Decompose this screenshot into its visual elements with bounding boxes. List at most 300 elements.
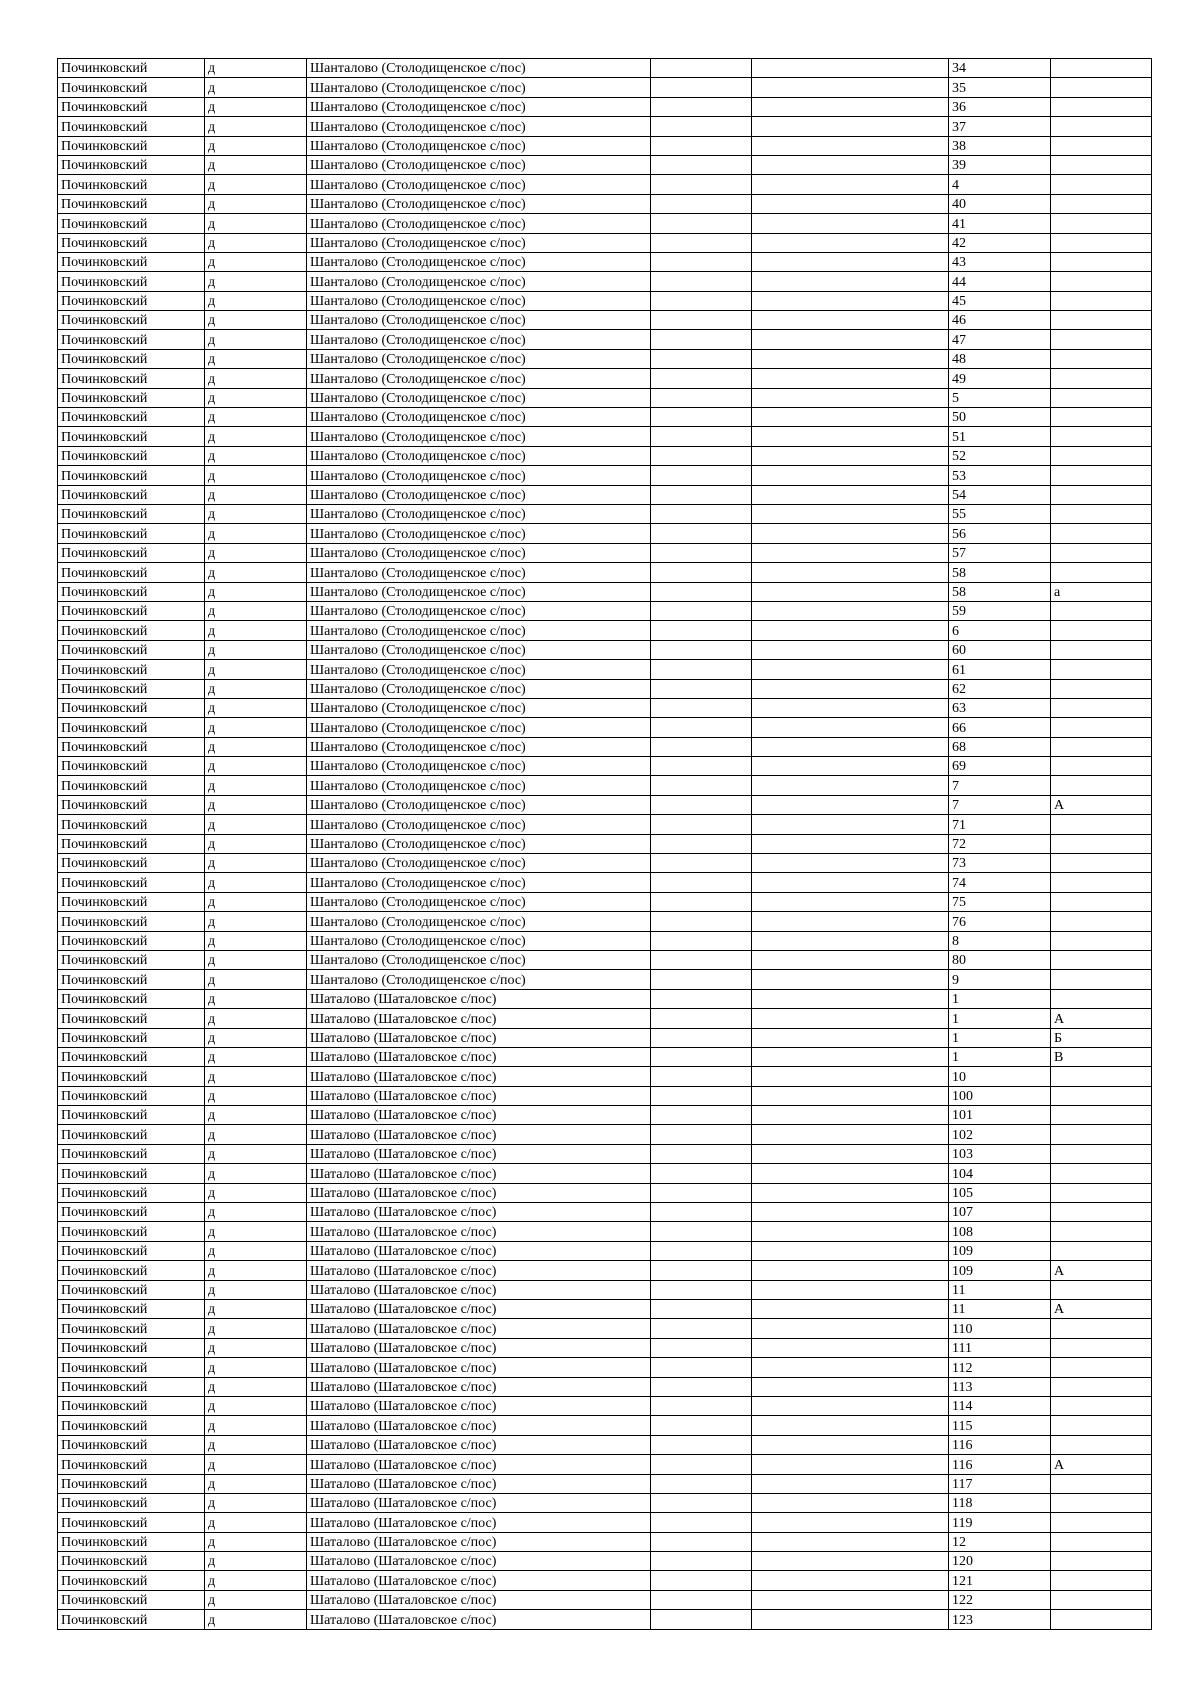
street-type-cell	[651, 1280, 752, 1299]
street-name-cell	[752, 1086, 949, 1105]
table-row	[58, 1203, 1152, 1222]
table-row	[58, 272, 1152, 291]
table-row	[58, 1513, 1152, 1532]
settlement-name-cell: Шаталово (Шаталовское с/пос)	[307, 1028, 651, 1047]
settlement-type-cell: д	[205, 117, 307, 136]
building-letter-cell	[1051, 252, 1152, 271]
street-type-cell	[651, 1455, 752, 1474]
settlement-name-cell: Шанталово (Столодищенское с/пос)	[307, 214, 651, 233]
settlement-name-cell: Шанталово (Столодищенское с/пос)	[307, 912, 651, 931]
district-cell: Починковский	[58, 776, 205, 795]
street-type-cell	[651, 737, 752, 756]
building-letter-cell	[1051, 136, 1152, 155]
street-name-cell	[752, 1106, 949, 1125]
settlement-type-cell: д	[205, 1571, 307, 1590]
district-cell: Починковский	[58, 815, 205, 834]
house-number-cell: 11	[949, 1300, 1051, 1319]
house-number-cell: 35	[949, 78, 1051, 97]
street-type-cell	[651, 873, 752, 892]
building-letter-cell	[1051, 1513, 1152, 1532]
table-row	[58, 543, 1152, 562]
table-row	[58, 698, 1152, 717]
building-letter-cell	[1051, 97, 1152, 116]
street-type-cell	[651, 1377, 752, 1396]
building-letter-cell	[1051, 1532, 1152, 1551]
house-number-cell: 116	[949, 1435, 1051, 1454]
table-row	[58, 1047, 1152, 1066]
building-letter-cell	[1051, 931, 1152, 950]
building-letter-cell	[1051, 1590, 1152, 1609]
street-type-cell	[651, 543, 752, 562]
house-number-cell: 100	[949, 1086, 1051, 1105]
street-type-cell	[651, 78, 752, 97]
table-row	[58, 117, 1152, 136]
district-cell: Починковский	[58, 582, 205, 601]
settlement-name-cell: Шанталово (Столодищенское с/пос)	[307, 950, 651, 969]
settlement-type-cell: д	[205, 272, 307, 291]
table-row	[58, 446, 1152, 465]
street-name-cell	[752, 291, 949, 310]
table-row	[58, 1552, 1152, 1571]
table-row	[58, 892, 1152, 911]
street-type-cell	[651, 970, 752, 989]
settlement-name-cell: Шаталово (Шаталовское с/пос)	[307, 989, 651, 1008]
district-cell: Починковский	[58, 291, 205, 310]
table-row	[58, 1222, 1152, 1241]
settlement-name-cell: Шанталово (Столодищенское с/пос)	[307, 718, 651, 737]
house-number-cell: 117	[949, 1474, 1051, 1493]
settlement-name-cell: Шаталово (Шаталовское с/пос)	[307, 1416, 651, 1435]
building-letter-cell	[1051, 679, 1152, 698]
street-type-cell	[651, 446, 752, 465]
street-name-cell	[752, 1028, 949, 1047]
house-number-cell: 71	[949, 815, 1051, 834]
street-type-cell	[651, 485, 752, 504]
house-number-cell: 4	[949, 175, 1051, 194]
building-letter-cell	[1051, 1144, 1152, 1163]
table-row	[58, 1067, 1152, 1086]
street-type-cell	[651, 698, 752, 717]
street-name-cell	[752, 1203, 949, 1222]
table-row	[58, 1280, 1152, 1299]
settlement-name-cell: Шанталово (Столодищенское с/пос)	[307, 311, 651, 330]
building-letter-cell	[1051, 640, 1152, 659]
street-name-cell	[752, 1493, 949, 1512]
building-letter-cell	[1051, 291, 1152, 310]
street-name-cell	[752, 1047, 949, 1066]
building-letter-cell	[1051, 563, 1152, 582]
settlement-name-cell: Шаталово (Шаталовское с/пос)	[307, 1513, 651, 1532]
house-number-cell: 73	[949, 854, 1051, 873]
street-name-cell	[752, 59, 949, 78]
district-cell: Починковский	[58, 718, 205, 737]
district-cell: Починковский	[58, 1396, 205, 1415]
building-letter-cell	[1051, 660, 1152, 679]
settlement-name-cell: Шанталово (Столодищенское с/пос)	[307, 194, 651, 213]
table-row	[58, 834, 1152, 853]
street-type-cell	[651, 1183, 752, 1202]
settlement-type-cell: д	[205, 698, 307, 717]
building-letter-cell	[1051, 1396, 1152, 1415]
settlement-type-cell: д	[205, 175, 307, 194]
house-number-cell: 42	[949, 233, 1051, 252]
street-type-cell	[651, 718, 752, 737]
street-name-cell	[752, 388, 949, 407]
district-cell: Починковский	[58, 1261, 205, 1280]
street-type-cell	[651, 1590, 752, 1609]
settlement-type-cell: д	[205, 78, 307, 97]
settlement-type-cell: д	[205, 679, 307, 698]
table-row	[58, 1028, 1152, 1047]
house-number-cell: 49	[949, 369, 1051, 388]
building-letter-cell	[1051, 194, 1152, 213]
table-row	[58, 776, 1152, 795]
settlement-name-cell: Шаталово (Шаталовское с/пос)	[307, 1067, 651, 1086]
house-number-cell: 120	[949, 1552, 1051, 1571]
street-name-cell	[752, 427, 949, 446]
street-type-cell	[651, 1493, 752, 1512]
district-cell: Починковский	[58, 1280, 205, 1299]
house-number-cell: 51	[949, 427, 1051, 446]
street-name-cell	[752, 776, 949, 795]
table-row	[58, 640, 1152, 659]
table-row	[58, 233, 1152, 252]
street-name-cell	[752, 989, 949, 1008]
street-name-cell	[752, 640, 949, 659]
district-cell: Починковский	[58, 1571, 205, 1590]
street-type-cell	[651, 97, 752, 116]
table-row	[58, 1125, 1152, 1144]
district-cell: Починковский	[58, 388, 205, 407]
building-letter-cell	[1051, 504, 1152, 523]
house-number-cell: 119	[949, 1513, 1051, 1532]
district-cell: Починковский	[58, 1338, 205, 1357]
table-row	[58, 1474, 1152, 1493]
table-row	[58, 252, 1152, 271]
settlement-name-cell: Шаталово (Шаталовское с/пос)	[307, 1571, 651, 1590]
table-row	[58, 330, 1152, 349]
settlement-type-cell: д	[205, 795, 307, 814]
house-number-cell: 8	[949, 931, 1051, 950]
building-letter-cell: А	[1051, 795, 1152, 814]
district-cell: Починковский	[58, 640, 205, 659]
settlement-name-cell: Шанталово (Столодищенское с/пос)	[307, 117, 651, 136]
settlement-type-cell: д	[205, 1222, 307, 1241]
settlement-name-cell: Шанталово (Столодищенское с/пос)	[307, 466, 651, 485]
district-cell: Починковский	[58, 485, 205, 504]
district-cell: Починковский	[58, 1493, 205, 1512]
street-name-cell	[752, 446, 949, 465]
street-name-cell	[752, 950, 949, 969]
settlement-type-cell: д	[205, 1028, 307, 1047]
settlement-type-cell: д	[205, 1280, 307, 1299]
district-cell: Починковский	[58, 311, 205, 330]
street-name-cell	[752, 912, 949, 931]
settlement-name-cell: Шаталово (Шаталовское с/пос)	[307, 1358, 651, 1377]
table-row	[58, 175, 1152, 194]
settlement-name-cell: Шаталово (Шаталовское с/пос)	[307, 1106, 651, 1125]
building-letter-cell	[1051, 117, 1152, 136]
street-type-cell	[651, 834, 752, 853]
street-type-cell	[651, 679, 752, 698]
settlement-type-cell: д	[205, 543, 307, 562]
street-name-cell	[752, 795, 949, 814]
house-number-cell: 58	[949, 582, 1051, 601]
house-number-cell: 6	[949, 621, 1051, 640]
settlement-name-cell: Шанталово (Столодищенское с/пос)	[307, 485, 651, 504]
district-cell: Починковский	[58, 1474, 205, 1493]
building-letter-cell	[1051, 175, 1152, 194]
street-type-cell	[651, 504, 752, 523]
street-type-cell	[651, 311, 752, 330]
table-row	[58, 854, 1152, 873]
street-name-cell	[752, 1435, 949, 1454]
house-number-cell: 48	[949, 349, 1051, 368]
settlement-type-cell: д	[205, 1377, 307, 1396]
street-name-cell	[752, 1222, 949, 1241]
house-number-cell: 121	[949, 1571, 1051, 1590]
settlement-name-cell: Шанталово (Столодищенское с/пос)	[307, 834, 651, 853]
street-name-cell	[752, 1377, 949, 1396]
district-cell: Починковский	[58, 679, 205, 698]
building-letter-cell	[1051, 59, 1152, 78]
settlement-type-cell: д	[205, 1552, 307, 1571]
street-type-cell	[651, 660, 752, 679]
settlement-type-cell: д	[205, 504, 307, 523]
street-name-cell	[752, 524, 949, 543]
street-name-cell	[752, 349, 949, 368]
street-type-cell	[651, 466, 752, 485]
settlement-type-cell: д	[205, 873, 307, 892]
settlement-name-cell: Шаталово (Шаталовское с/пос)	[307, 1319, 651, 1338]
house-number-cell: 1	[949, 1047, 1051, 1066]
building-letter-cell	[1051, 1183, 1152, 1202]
settlement-type-cell: д	[205, 330, 307, 349]
house-number-cell: 39	[949, 155, 1051, 174]
table-row	[58, 349, 1152, 368]
settlement-type-cell: д	[205, 1532, 307, 1551]
street-type-cell	[651, 640, 752, 659]
street-name-cell	[752, 854, 949, 873]
table-row	[58, 1377, 1152, 1396]
street-name-cell	[752, 1610, 949, 1629]
street-name-cell	[752, 1552, 949, 1571]
house-number-cell: 58	[949, 563, 1051, 582]
settlement-type-cell: д	[205, 1416, 307, 1435]
settlement-type-cell: д	[205, 1203, 307, 1222]
street-type-cell	[651, 194, 752, 213]
table-row	[58, 427, 1152, 446]
house-number-cell: 36	[949, 97, 1051, 116]
table-row	[58, 1144, 1152, 1163]
house-number-cell: 34	[949, 59, 1051, 78]
building-letter-cell	[1051, 737, 1152, 756]
settlement-type-cell: д	[205, 1106, 307, 1125]
house-number-cell: 52	[949, 446, 1051, 465]
settlement-name-cell: Шанталово (Столодищенское с/пос)	[307, 563, 651, 582]
house-number-cell: 1	[949, 989, 1051, 1008]
street-type-cell	[651, 1164, 752, 1183]
settlement-name-cell: Шаталово (Шаталовское с/пос)	[307, 1610, 651, 1629]
settlement-name-cell: Шанталово (Столодищенское с/пос)	[307, 621, 651, 640]
house-number-cell: 53	[949, 466, 1051, 485]
street-type-cell	[651, 175, 752, 194]
street-name-cell	[752, 1474, 949, 1493]
building-letter-cell	[1051, 408, 1152, 427]
settlement-type-cell: д	[205, 815, 307, 834]
house-number-cell: 62	[949, 679, 1051, 698]
street-type-cell	[651, 1532, 752, 1551]
table-row	[58, 679, 1152, 698]
house-number-cell: 80	[949, 950, 1051, 969]
building-letter-cell: А	[1051, 1300, 1152, 1319]
district-cell: Починковский	[58, 97, 205, 116]
street-type-cell	[651, 1416, 752, 1435]
district-cell: Починковский	[58, 795, 205, 814]
settlement-name-cell: Шаталово (Шаталовское с/пос)	[307, 1396, 651, 1415]
table-row	[58, 1358, 1152, 1377]
street-type-cell	[651, 582, 752, 601]
settlement-type-cell: д	[205, 621, 307, 640]
building-letter-cell	[1051, 776, 1152, 795]
street-type-cell	[651, 291, 752, 310]
settlement-name-cell: Шаталово (Шаталовское с/пос)	[307, 1455, 651, 1474]
street-type-cell	[651, 1047, 752, 1066]
house-number-cell: 76	[949, 912, 1051, 931]
settlement-name-cell: Шанталово (Столодищенское с/пос)	[307, 97, 651, 116]
street-name-cell	[752, 136, 949, 155]
house-number-cell: 7	[949, 776, 1051, 795]
house-number-cell: 46	[949, 311, 1051, 330]
settlement-name-cell: Шанталово (Столодищенское с/пос)	[307, 369, 651, 388]
house-number-cell: 1	[949, 1028, 1051, 1047]
building-letter-cell: В	[1051, 1047, 1152, 1066]
district-cell: Починковский	[58, 1300, 205, 1319]
settlement-name-cell: Шанталово (Столодищенское с/пос)	[307, 291, 651, 310]
building-letter-cell	[1051, 1552, 1152, 1571]
building-letter-cell	[1051, 78, 1152, 97]
settlement-name-cell: Шанталово (Столодищенское с/пос)	[307, 698, 651, 717]
table-row	[58, 563, 1152, 582]
settlement-type-cell: д	[205, 349, 307, 368]
settlement-type-cell: д	[205, 950, 307, 969]
settlement-type-cell: д	[205, 136, 307, 155]
building-letter-cell	[1051, 1435, 1152, 1454]
street-type-cell	[651, 136, 752, 155]
building-letter-cell	[1051, 1106, 1152, 1125]
street-name-cell	[752, 1067, 949, 1086]
table-row	[58, 621, 1152, 640]
district-cell: Починковский	[58, 78, 205, 97]
district-cell: Починковский	[58, 117, 205, 136]
district-cell: Починковский	[58, 155, 205, 174]
building-letter-cell	[1051, 854, 1152, 873]
district-cell: Починковский	[58, 892, 205, 911]
street-name-cell	[752, 408, 949, 427]
street-type-cell	[651, 524, 752, 543]
district-cell: Починковский	[58, 854, 205, 873]
settlement-type-cell: д	[205, 1300, 307, 1319]
street-type-cell	[651, 1203, 752, 1222]
building-letter-cell	[1051, 1474, 1152, 1493]
building-letter-cell	[1051, 815, 1152, 834]
house-number-cell: 40	[949, 194, 1051, 213]
house-number-cell: 61	[949, 660, 1051, 679]
street-name-cell	[752, 78, 949, 97]
house-number-cell: 122	[949, 1590, 1051, 1609]
street-name-cell	[752, 1532, 949, 1551]
settlement-type-cell: д	[205, 1493, 307, 1512]
settlement-type-cell: д	[205, 194, 307, 213]
settlement-name-cell: Шаталово (Шаталовское с/пос)	[307, 1300, 651, 1319]
house-number-cell: 109	[949, 1261, 1051, 1280]
house-number-cell: 114	[949, 1396, 1051, 1415]
settlement-type-cell: д	[205, 912, 307, 931]
settlement-type-cell: д	[205, 1183, 307, 1202]
district-cell: Починковский	[58, 194, 205, 213]
settlement-name-cell: Шаталово (Шаталовское с/пос)	[307, 1164, 651, 1183]
building-letter-cell	[1051, 1241, 1152, 1260]
settlement-type-cell: д	[205, 1474, 307, 1493]
street-name-cell	[752, 1338, 949, 1357]
street-name-cell	[752, 1571, 949, 1590]
settlement-name-cell: Шаталово (Шаталовское с/пос)	[307, 1086, 651, 1105]
settlement-name-cell: Шаталово (Шаталовское с/пос)	[307, 1144, 651, 1163]
settlement-name-cell: Шаталово (Шаталовское с/пос)	[307, 1203, 651, 1222]
district-cell: Починковский	[58, 136, 205, 155]
settlement-type-cell: д	[205, 466, 307, 485]
settlement-type-cell: д	[205, 1590, 307, 1609]
table-row	[58, 1338, 1152, 1357]
settlement-name-cell: Шанталово (Столодищенское с/пос)	[307, 815, 651, 834]
district-cell: Починковский	[58, 950, 205, 969]
building-letter-cell	[1051, 330, 1152, 349]
street-name-cell	[752, 757, 949, 776]
settlement-type-cell: д	[205, 1358, 307, 1377]
street-type-cell	[651, 117, 752, 136]
building-letter-cell	[1051, 1377, 1152, 1396]
building-letter-cell	[1051, 214, 1152, 233]
settlement-name-cell: Шанталово (Столодищенское с/пос)	[307, 737, 651, 756]
settlement-name-cell: Шанталово (Столодищенское с/пос)	[307, 640, 651, 659]
building-letter-cell	[1051, 718, 1152, 737]
table-row	[58, 1319, 1152, 1338]
district-cell: Починковский	[58, 504, 205, 523]
settlement-type-cell: д	[205, 252, 307, 271]
settlement-name-cell: Шанталово (Столодищенское с/пос)	[307, 892, 651, 911]
district-cell: Починковский	[58, 1086, 205, 1105]
house-number-cell: 116	[949, 1455, 1051, 1474]
street-type-cell	[651, 1474, 752, 1493]
street-type-cell	[651, 1338, 752, 1357]
building-letter-cell: Б	[1051, 1028, 1152, 1047]
street-name-cell	[752, 718, 949, 737]
house-number-cell: 72	[949, 834, 1051, 853]
building-letter-cell	[1051, 1280, 1152, 1299]
street-name-cell	[752, 1358, 949, 1377]
settlement-type-cell: д	[205, 291, 307, 310]
table-row	[58, 1532, 1152, 1551]
house-number-cell: 1	[949, 1009, 1051, 1028]
house-number-cell: 10	[949, 1067, 1051, 1086]
house-number-cell: 11	[949, 1280, 1051, 1299]
street-name-cell	[752, 1513, 949, 1532]
house-number-cell: 59	[949, 601, 1051, 620]
street-name-cell	[752, 1144, 949, 1163]
street-name-cell	[752, 97, 949, 116]
table-row	[58, 873, 1152, 892]
table-row	[58, 214, 1152, 233]
